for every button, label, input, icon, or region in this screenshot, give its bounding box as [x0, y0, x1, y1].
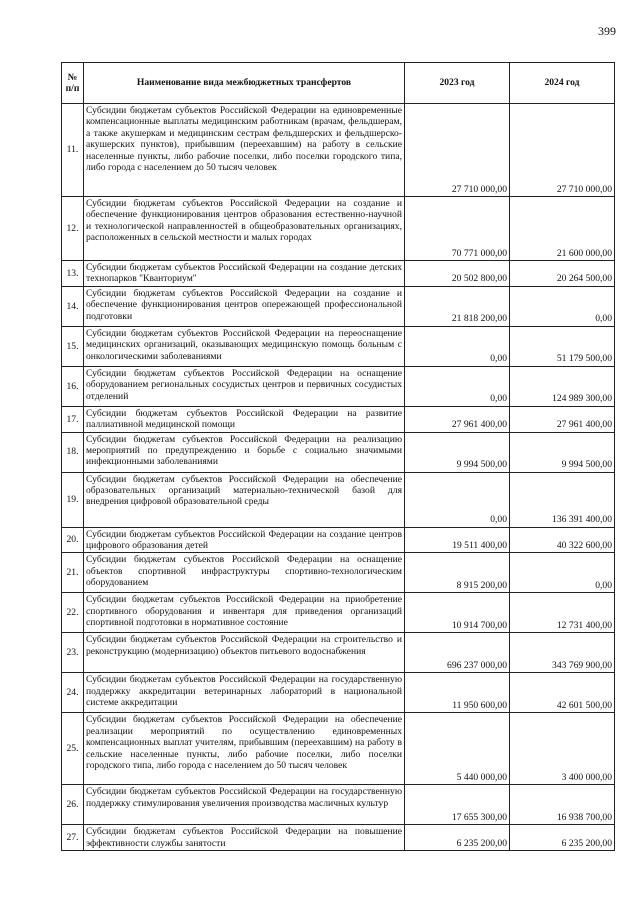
- transfer-name: Субсидии бюджетам субъектов Российской Федерации на переоснащение медицинских организаций, оказывающих медицинскую помощь больным с онкологическими заболеваниями: [84, 326, 405, 366]
- amount-2023: 17 655 300,00: [405, 785, 510, 825]
- amount-2023: 70 771 000,00: [405, 197, 510, 261]
- row-number: 15.: [62, 326, 84, 366]
- page-number: 399: [598, 24, 616, 38]
- table-row: [62, 406, 615, 432]
- row-number: 19.: [62, 472, 84, 527]
- amount-2024: 6 235 200,00: [510, 825, 615, 851]
- amount-2023: 10 914 700,00: [405, 593, 510, 633]
- amount-2024: 124 989 300,00: [510, 366, 615, 406]
- transfer-name: Субсидии бюджетам субъектов Российской Федерации на оснащение объектов спортивной инфраструктуры спортивно-технологическим оборудованием: [84, 553, 405, 593]
- transfer-name: Субсидии бюджетам субъектов Российской Федерации на создание детских технопарков "Кванториум": [84, 261, 405, 287]
- table-header-row: [62, 63, 615, 104]
- row-number: 27.: [62, 825, 84, 851]
- row-number: 18.: [62, 432, 84, 472]
- amount-2024: 0,00: [510, 286, 615, 326]
- amount-2023: 6 235 200,00: [405, 825, 510, 851]
- row-number: 12.: [62, 197, 84, 261]
- header-name: Наименование вида межбюджетных трансфертов: [84, 63, 405, 104]
- amount-2024: 0,00: [510, 553, 615, 593]
- table-row: [62, 366, 615, 406]
- amount-2024: 3 400 000,00: [510, 713, 615, 785]
- transfer-name: Субсидии бюджетам субъектов Российской Федерации на повышение эффективности службы занятости: [84, 825, 405, 851]
- amount-2023: 11 950 600,00: [405, 673, 510, 713]
- amount-2023: 27 710 000,00: [405, 104, 510, 197]
- amount-2024: 343 769 900,00: [510, 633, 615, 673]
- table-row: [62, 633, 615, 673]
- table-row: [62, 527, 615, 553]
- transfer-name: Субсидии бюджетам субъектов Российской Федерации на обеспечение образовательных организаций материально-технической базой для внедрения цифровой образовательной среды: [84, 472, 405, 527]
- table-row: [62, 825, 615, 851]
- header-num: № п/п: [62, 63, 84, 104]
- table-row: [62, 104, 615, 197]
- amount-2023: 27 961 400,00: [405, 406, 510, 432]
- amount-2024: 136 391 400,00: [510, 472, 615, 527]
- row-number: 17.: [62, 406, 84, 432]
- transfer-name: Субсидии бюджетам субъектов Российской Федерации на создание центров цифрового образования детей: [84, 527, 405, 553]
- row-number: 11.: [62, 104, 84, 197]
- table-row: [62, 197, 615, 261]
- amount-2023: 0,00: [405, 472, 510, 527]
- transfer-name: Субсидии бюджетам субъектов Российской Федерации на реализацию мероприятий по предупреждению и борьбе с социально значимыми инфекционными заболеваниями: [84, 432, 405, 472]
- amount-2024: 27 961 400,00: [510, 406, 615, 432]
- transfer-name: Субсидии бюджетам субъектов Российской Федерации на развитие паллиативной медицинской помощи: [84, 406, 405, 432]
- row-number: 14.: [62, 286, 84, 326]
- row-number: 16.: [62, 366, 84, 406]
- table-row: [62, 553, 615, 593]
- amount-2024: 9 994 500,00: [510, 432, 615, 472]
- row-number: 22.: [62, 593, 84, 633]
- amount-2024: 40 322 600,00: [510, 527, 615, 553]
- transfer-name: Субсидии бюджетам субъектов Российской Федерации на приобретение спортивного оборудования и инвентаря для приведения организаций спортивной подготовки в нормативное состояние: [84, 593, 405, 633]
- amount-2023: 0,00: [405, 366, 510, 406]
- amount-2023: 696 237 000,00: [405, 633, 510, 673]
- row-number: 13.: [62, 261, 84, 287]
- table-row: [62, 261, 615, 287]
- row-number: 21.: [62, 553, 84, 593]
- transfer-name: Субсидии бюджетам субъектов Российской Федерации на государственную поддержку стимулирования увеличения производства масличных культур: [84, 785, 405, 825]
- transfers-table: [61, 62, 615, 851]
- transfer-name: Субсидии бюджетам субъектов Российской Федерации на создание и обеспечение функционирования центров образования естественно-научной и технологической направленностей в общеобразовательных организациях, расположенных в сельской местности и малых городах: [84, 197, 405, 261]
- amount-2024: 21 600 000,00: [510, 197, 615, 261]
- table-row: [62, 472, 615, 527]
- amount-2023: 9 994 500,00: [405, 432, 510, 472]
- amount-2024: 42 601 500,00: [510, 673, 615, 713]
- amount-2024: 16 938 700,00: [510, 785, 615, 825]
- amount-2023: 21 818 200,00: [405, 286, 510, 326]
- transfer-name: Субсидии бюджетам субъектов Российской Федерации на создание и обеспечение функционирования центров опережающей профессиональной подготовки: [84, 286, 405, 326]
- transfer-name: Субсидии бюджетам субъектов Российской Федерации на строительство и реконструкцию (модернизацию) объектов питьевого водоснабжения: [84, 633, 405, 673]
- amount-2024: 20 264 500,00: [510, 261, 615, 287]
- table-row: [62, 326, 615, 366]
- table-row: [62, 286, 615, 326]
- table-row: [62, 713, 615, 785]
- table-row: [62, 785, 615, 825]
- amount-2024: 12 731 400,00: [510, 593, 615, 633]
- transfer-name: Субсидии бюджетам субъектов Российской Федерации на единовременные компенсационные выплаты медицинским работникам (врачам, фельдшерам, а также акушеркам и медицинским сестрам фельдшерских и фельдшерско-акушерских пунктов), прибывшим (переехавшим) на работу в сельские населенные пункты, либо рабочие поселки, либо поселки городского типа, либо города с населением до 50 тысяч человек: [84, 104, 405, 197]
- transfer-name: Субсидии бюджетам субъектов Российской Федерации на государственную поддержку аккредитации ветеринарных лабораторий в национальной системе аккредитации: [84, 673, 405, 713]
- amount-2024: 27 710 000,00: [510, 104, 615, 197]
- table-row: [62, 673, 615, 713]
- row-number: 26.: [62, 785, 84, 825]
- row-number: 20.: [62, 527, 84, 553]
- table-row: [62, 593, 615, 633]
- amount-2023: 0,00: [405, 326, 510, 366]
- row-number: 24.: [62, 673, 84, 713]
- transfer-name: Субсидии бюджетам субъектов Российской Федерации на обеспечение реализации мероприятий по осуществлению единовременных компенсационных выплат учителям, прибывшим (переехавшим) на работу в сельские населенные пункты, либо рабочие поселки, либо поселки городского типа, либо города с населением до 50 тысяч человек: [84, 713, 405, 785]
- row-number: 23.: [62, 633, 84, 673]
- table-row: [62, 432, 615, 472]
- header-2024: 2024 год: [510, 63, 615, 104]
- amount-2023: 5 440 000,00: [405, 713, 510, 785]
- amount-2023: 19 511 400,00: [405, 527, 510, 553]
- amount-2024: 51 179 500,00: [510, 326, 615, 366]
- row-number: 25.: [62, 713, 84, 785]
- header-2023: 2023 год: [405, 63, 510, 104]
- transfer-name: Субсидии бюджетам субъектов Российской Федерации на оснащение оборудованием региональных сосудистых центров и первичных сосудистых отделений: [84, 366, 405, 406]
- amount-2023: 8 915 200,00: [405, 553, 510, 593]
- amount-2023: 20 502 800,00: [405, 261, 510, 287]
